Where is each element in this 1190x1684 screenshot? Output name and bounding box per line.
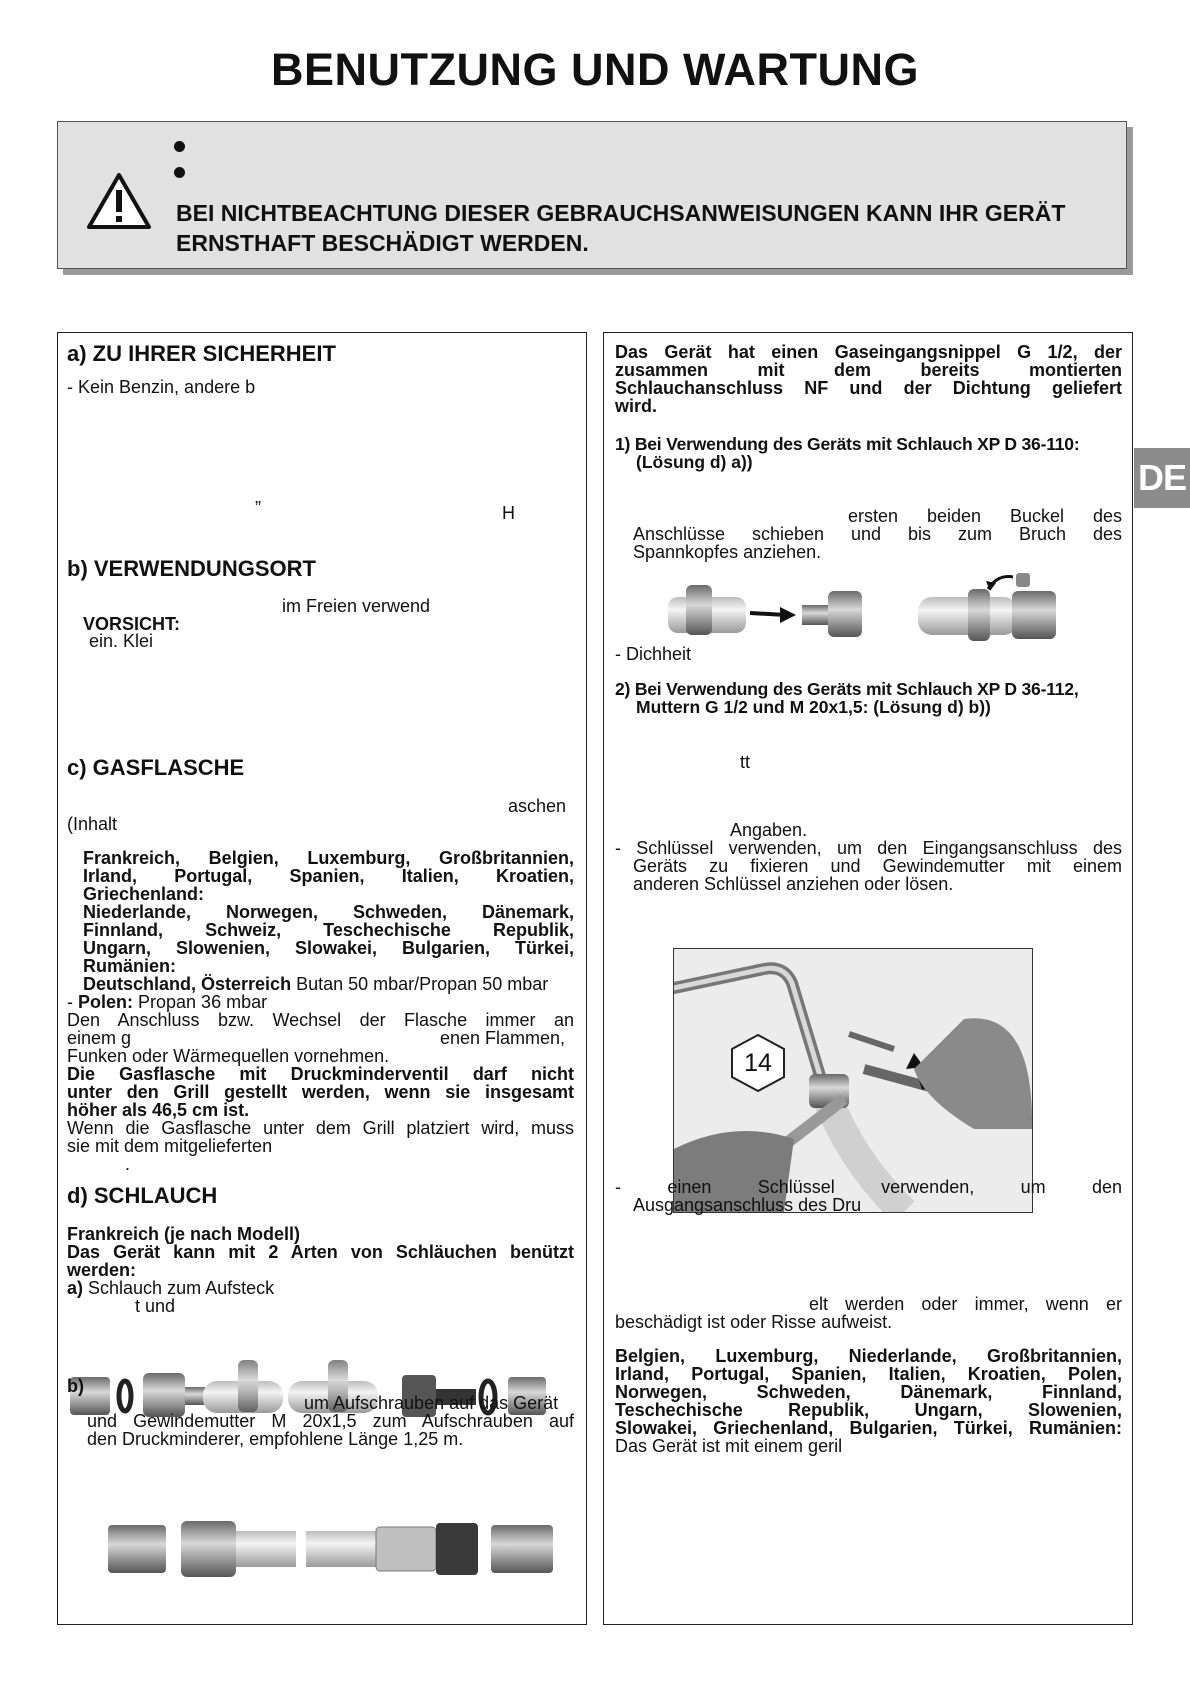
paragraph-line: elt werden oder immer, wenn er xyxy=(809,1294,1122,1314)
paragraph-line: Spannkopfes anziehen. xyxy=(633,542,822,562)
paragraph-line: anderen Schlüssel anziehen oder lösen. xyxy=(633,874,954,894)
wrench-photo xyxy=(673,948,1033,1213)
section-d-heading: d) SCHLAUCH xyxy=(67,1183,218,1208)
warning-box xyxy=(57,121,1127,269)
hose-option-a-label: a) xyxy=(67,1278,84,1298)
paragraph-line: Wenn die Gasflasche unter dem Grill platziert wird, muss xyxy=(67,1118,574,1138)
section-a-text: - Kein Benzin, andere b xyxy=(67,377,256,397)
paragraph-line: werden: xyxy=(67,1260,137,1280)
caution-label: VORSICHT: xyxy=(83,614,181,634)
paragraph-line: ersten beiden Buckel des xyxy=(848,506,1122,526)
page-title: BENUTZUNG UND WARTUNG xyxy=(271,44,919,95)
pressure-de xyxy=(83,975,548,993)
section-b-heading: b) VERWENDUNGSORT xyxy=(67,556,316,581)
country-list-line: Norwegen, Schweden, Dänemark, Finnland, xyxy=(615,1382,1122,1402)
photo-step-number: 14 xyxy=(744,1049,772,1077)
paragraph-line: tt xyxy=(740,752,751,772)
paragraph-line: Die Gasflasche mit Druckminderventil darf nicht xyxy=(67,1064,574,1084)
hose-option-b-label: b) xyxy=(67,1376,84,1396)
section-c-fragment: (Inhalt xyxy=(67,814,118,834)
pressure-pl-label: Polen: xyxy=(78,992,134,1012)
paragraph-line: unter den Grill gestellt werden, wenn sie insgesamt xyxy=(67,1082,574,1102)
section-c-heading: c) GASFLASCHE xyxy=(67,755,245,780)
paragraph-line: Geräts zu fixieren und Gewindemutter mit einem xyxy=(633,856,1122,876)
paragraph-line: - Dichheit xyxy=(615,644,692,664)
paragraph-line: Das Gerät kann mit 2 Arten von Schläuchen benützt xyxy=(67,1242,574,1262)
hose-option-a-text: Schlauch zum Aufsteck xyxy=(83,1278,275,1298)
paragraph-line: sie mit dem mitgelieferten xyxy=(67,1136,273,1156)
section-a-fragment: ” xyxy=(255,498,261,518)
section-b-text: ein. Klei xyxy=(89,631,154,651)
paragraph-line: beschädigt ist oder Risse aufweist. xyxy=(615,1312,893,1332)
wrench-illustration xyxy=(674,949,1032,1212)
paragraph-line: t und xyxy=(135,1296,176,1316)
country-list-line: Irland, Portugal, Spanien, Italien, Kroatien, Polen, xyxy=(615,1364,1122,1384)
bullet-icon xyxy=(174,167,185,178)
hose-parts-photo-b xyxy=(106,1513,576,1585)
bullet-icon xyxy=(174,141,185,152)
section-a-heading: a) ZU IHRER SICHERHEIT xyxy=(67,341,336,366)
paragraph-line: Anschlüsse schieben und bis zum Bruch des xyxy=(633,524,1122,544)
left-column xyxy=(57,332,587,1625)
pressure-de-value: Butan 50 mbar/Propan 50 mbar xyxy=(291,974,549,994)
paragraph-line: . xyxy=(125,1154,131,1174)
paragraph-line: Das Gerät hat einen Gaseingangsnippel G 1/2, der xyxy=(615,342,1122,362)
country-list-line: Frankreich, Belgien, Luxemburg, Großbritannien, xyxy=(83,848,574,868)
hose-option-a xyxy=(67,1279,274,1297)
country-list-line: Teschechische Republik, Ungarn, Slowenien, xyxy=(615,1400,1122,1420)
paragraph-line: Den Anschluss bzw. Wechsel der Flasche immer an xyxy=(67,1010,574,1030)
pressure-pl-prefix: - xyxy=(67,992,78,1012)
section-a-fragment: H xyxy=(502,503,515,523)
paragraph-line: Schlauchanschluss NF und der Dichtung geliefert xyxy=(615,378,1122,398)
paragraph-line: - einen Schlüssel verwenden, um den xyxy=(615,1177,1122,1197)
right-column xyxy=(603,332,1133,1625)
paragraph-line: Ausgangsanschluss des Dru xyxy=(633,1195,862,1215)
step-2-heading: Muttern G 1/2 und M 20x1,5: (Lösung d) b)) xyxy=(636,697,991,717)
paragraph-line: Das Gerät ist mit einem geril xyxy=(615,1436,843,1456)
section-b-text: im Freien verwend xyxy=(282,596,431,616)
step-1-heading: (Lösung d) a)) xyxy=(636,452,753,472)
country-list-line: Slowakei, Griechenland, Bulgarien, Türkei, Rumänien: xyxy=(615,1418,1122,1438)
paragraph-line: höher als 46,5 cm ist. xyxy=(67,1100,250,1120)
paragraph-line: - Schlüssel verwenden, um den Eingangsanschluss des xyxy=(615,838,1122,858)
paragraph-line: und Gewindemutter M 20x1,5 zum Aufschrauben auf xyxy=(87,1411,574,1431)
paragraph-line: wird. xyxy=(615,396,658,416)
paragraph-line: Frankreich (je nach Modell) xyxy=(67,1224,301,1244)
paragraph-line: zusammen mit dem bereits montierten xyxy=(615,360,1122,380)
hose-clamp-photo xyxy=(668,569,1100,661)
country-list-line: Belgien, Luxemburg, Niederlande, Großbritannien, xyxy=(615,1346,1122,1366)
paragraph-line: um Aufschrauben auf das Gerät xyxy=(304,1393,559,1413)
paragraph-line: den Druckminderer, empfohlene Länge 1,25 m. xyxy=(87,1429,464,1449)
step-2-heading: 2) Bei Verwendung des Geräts mit Schlauch XP D 36-112, xyxy=(615,679,1079,699)
step-1-heading: 1) Bei Verwendung des Geräts mit Schlauch XP D 36-110: xyxy=(615,434,1080,454)
country-list-line: Finnland, Schweiz, Teschechische Republik, xyxy=(83,920,574,940)
warning-triangle-icon xyxy=(86,172,152,230)
warning-text: BEI NICHTBEACHTUNG DIESER GEBRAUCHSANWEISUNGEN KANN IHR GERÄT ERNSTHAFT BESCHÄDIGT WERDEN. xyxy=(176,200,1066,256)
country-list-line: Griechenland: xyxy=(83,884,205,904)
paragraph-line: Funken oder Wärmequellen vornehmen. xyxy=(67,1046,390,1066)
pressure-de-label: Deutschland, Österreich xyxy=(83,974,292,994)
pressure-pl-value: Propan 36 mbar xyxy=(133,992,268,1012)
country-list-line: Ungarn, Slowenien, Slowakei, Bulgarien, Türkei, xyxy=(83,938,574,958)
country-list-line: Niederlande, Norwegen, Schweden, Dänemark, xyxy=(83,902,574,922)
language-tab: DE xyxy=(1134,448,1190,508)
pressure-pl xyxy=(67,993,267,1011)
country-list-line: Rumänien: xyxy=(83,956,177,976)
country-list-line: Irland, Portugal, Spanien, Italien, Kroatien, xyxy=(83,866,574,886)
section-c-fragment: aschen xyxy=(508,796,567,816)
paragraph-line: Angaben. xyxy=(730,820,808,840)
paragraph-line: einem g xyxy=(67,1028,132,1048)
paragraph-line: enen Flammen, xyxy=(440,1028,566,1048)
